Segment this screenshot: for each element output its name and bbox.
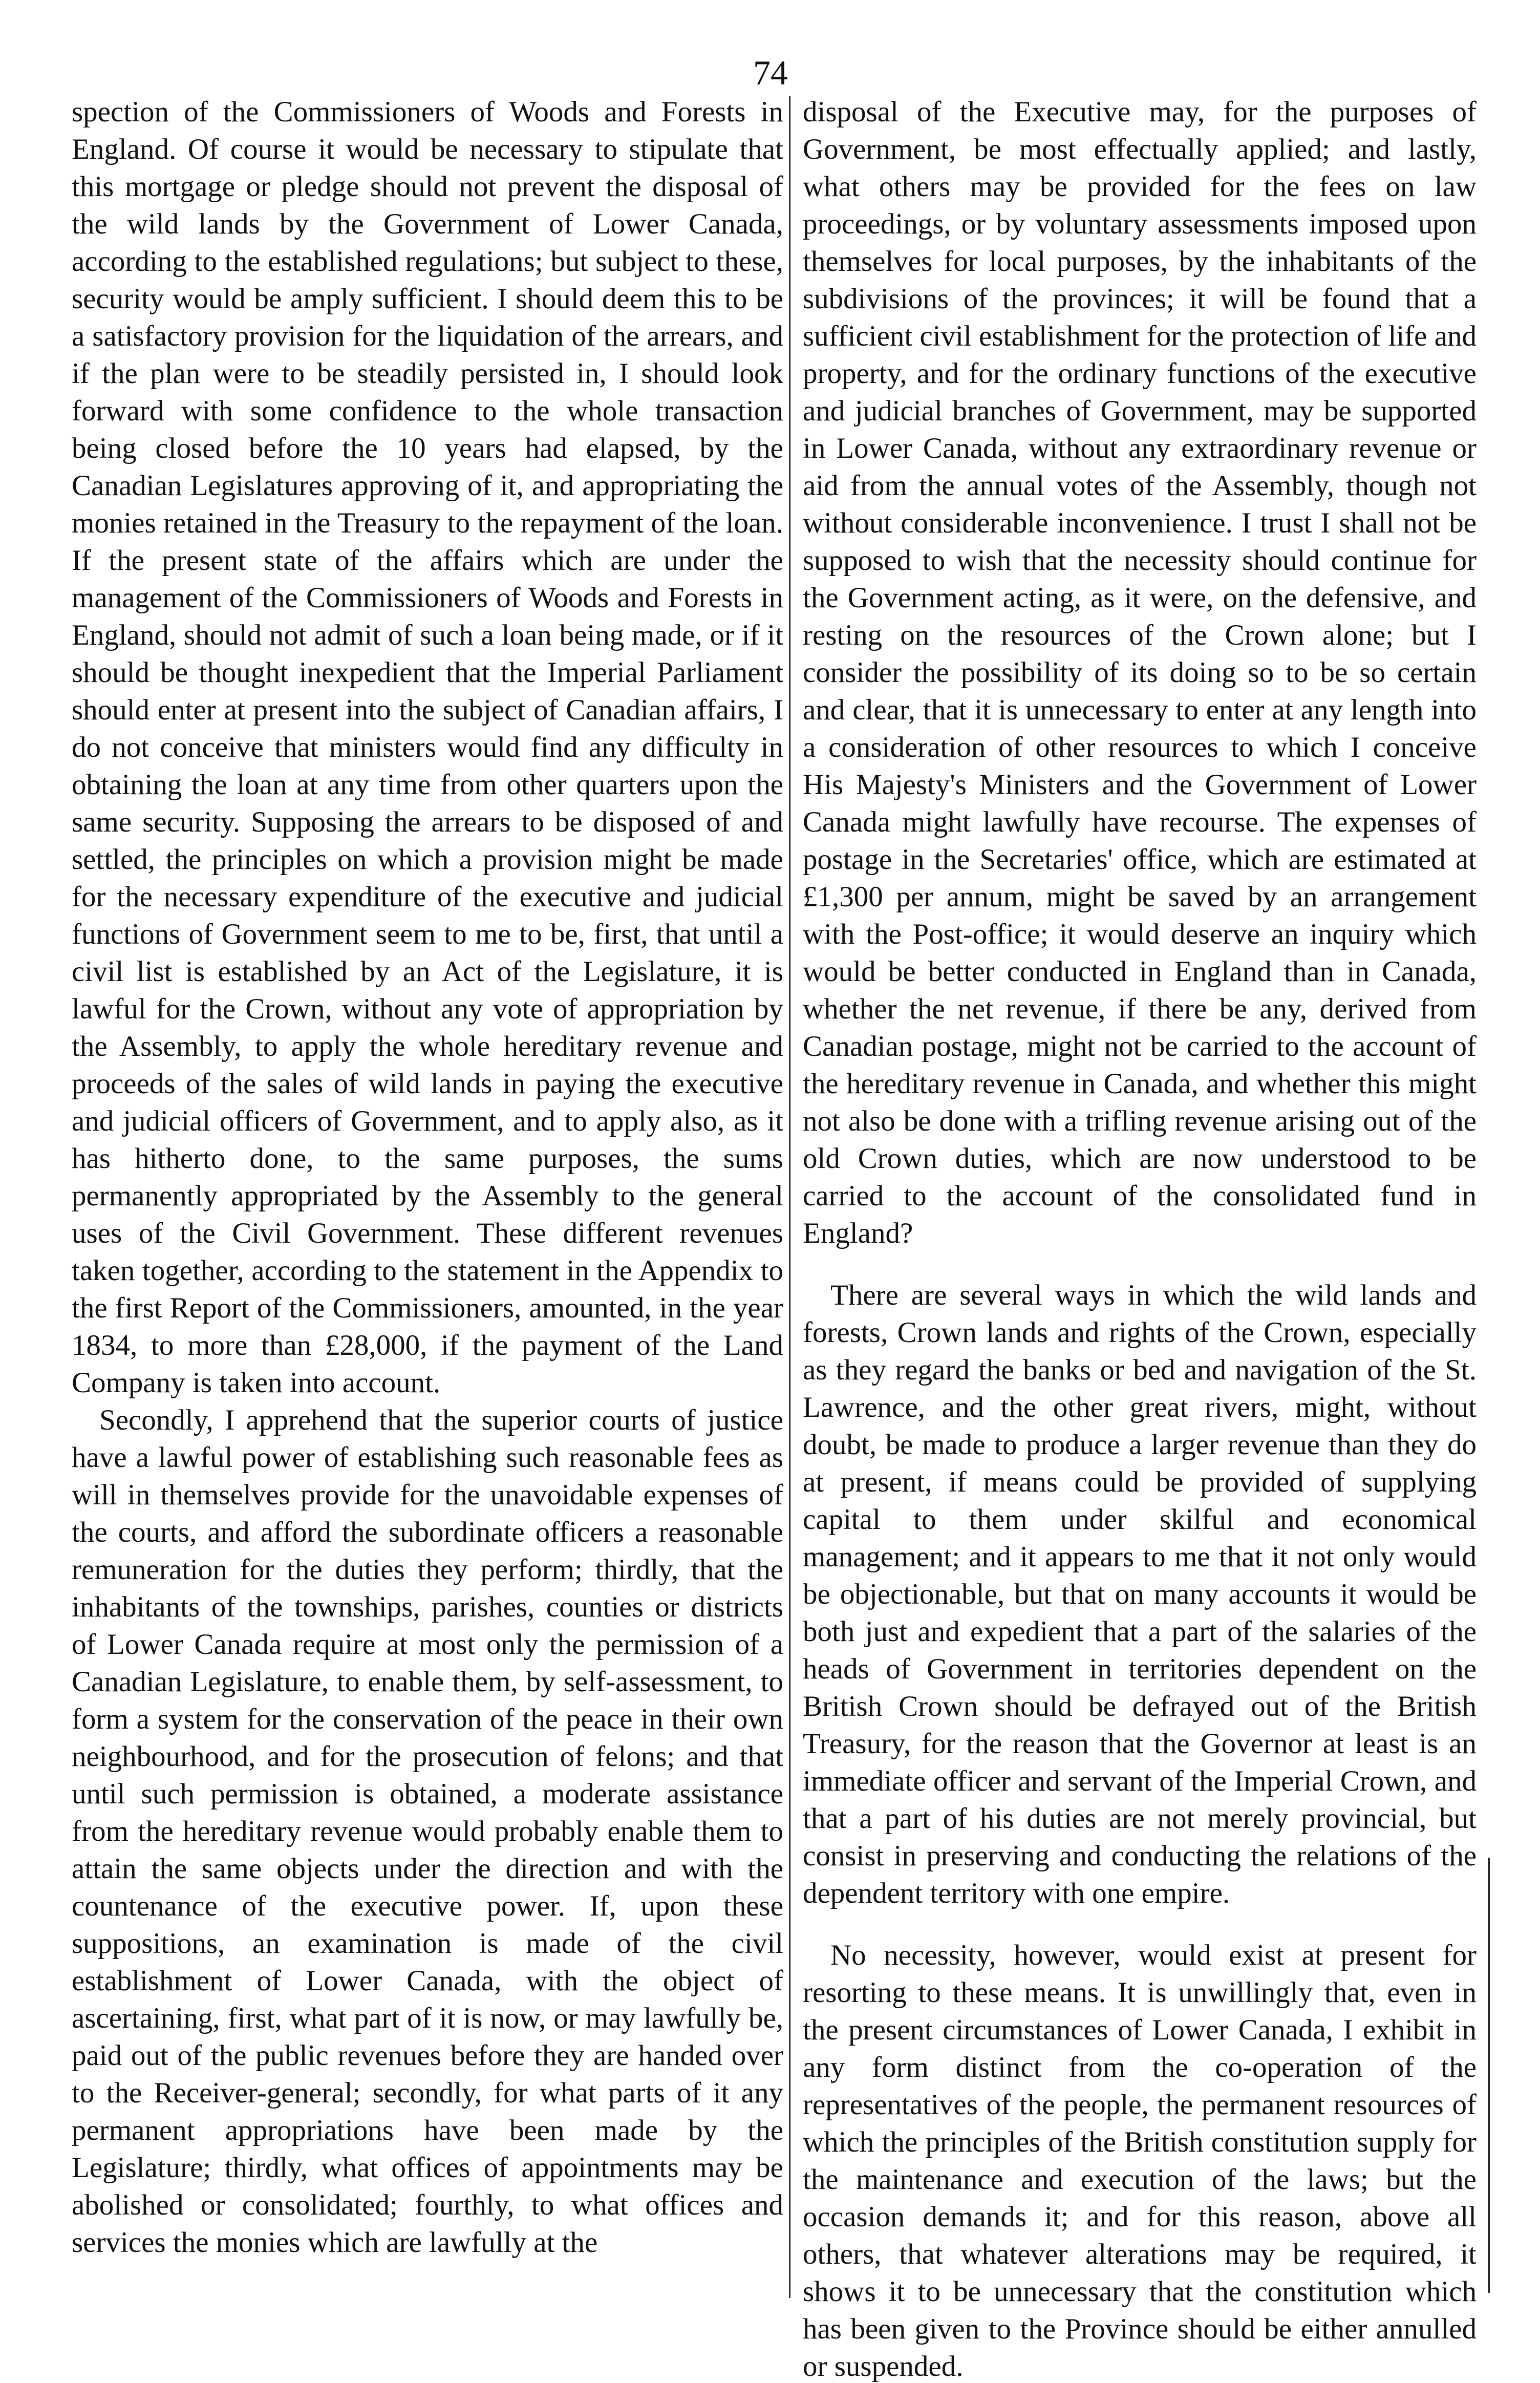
left-column bbox=[72, 93, 783, 2336]
right-paragraph-1: disposal of the Executive may, for the purposes of Government, be most effectually applied; and lastly, what others may be provided for the fees on law proceedings, or by voluntary assessments imposed upon themselves for local purposes, by the inhabitants of the subdivisions of the provinces; it will be found that a sufficient civil establishment for the protection of life and property, and for the ordinary functions of the executive and judicial branches of Government, may be supported in Lower Canada, without any extraordinary revenue or aid from the annual votes of the Assembly, though not without considerable inconvenience. I trust I shall not be supposed to wish that the necessity should continue for the Government acting, as it were, on the defensive, and resting on the resources of the Crown alone; but I consider the possibility of its doing so to be so certain and clear, that it is unnecessary to enter at any length into a consideration of other resources to which I conceive His Majesty's Ministers and the Government of Lower Canada might lawfully have recourse. The expenses of postage in the Secretaries' office, which are estimated at £1,300 per annum, might be saved by an arrangement with the Post-office; it would deserve an inquiry which would be better conducted in England than in Canada, whether the net revenue, if there be any, derived from Canadian postage, might not be carried to the account of the hereditary revenue in Canada, and whether this might not also be done with a trifling revenue arising out of the old Crown duties, which are now understood to be carried to the account of the consolidated fund in England? bbox=[803, 96, 1477, 1249]
right-column bbox=[803, 93, 1477, 2382]
left-paragraph-1: spection of the Commissioners of Woods and Forests in England. Of course it would be necessary to stipulate that this mortgage or pledge should not prevent the disposal of the wild lands by the Government of Lower Canada, according to the established regulations; but subject to these, security would be amply sufficient. I should deem this to be a satisfactory provision for the liquidation of the arrears, and if the plan were to be steadily persisted in, I should look forward with some confidence to the whole transaction being closed before the 10 years had elapsed, by the Canadian Legislatures approving of it, and appropriating the monies retained in the Treasury to the repayment of the loan. If the present state of the affairs which are under the management of the Commissioners of Woods and Forests in England, should not admit of such a loan being made, or if it should be thought inexpedient that the Imperial Parliament should enter at present into the subject of Canadian affairs, I do not conceive that ministers would find any difficulty in obtaining the loan at any time from other quarters upon the same security. Supposing the arrears to be disposed of and settled, the principles on which a provision might be made for the necessary expenditure of the executive and judicial functions of Government seem to me to be, first, that until a civil list is established by an Act of the Legislature, it is lawful for the Crown, without any vote of appropriation by the Assembly, to apply the whole hereditary revenue and proceeds of the sales of wild lands in paying the executive and judicial officers of Government, and to apply also, as it has hitherto done, to the same purposes, the sums permanently appropriated by the Assembly to the general uses of the Civil Government. These different revenues taken together, according to the statement in the Appendix to the first Report of the Commissioners, amounted, in the year 1834, to more than £28,000, if the payment of the Land Company is taken into account. bbox=[72, 96, 783, 1399]
left-paragraph-2: Secondly, I apprehend that the superior courts of justice have a lawful power of establishing such reasonable fees as will in themselves provide for the unavoidable expenses of the courts, and afford the subordinate officers a reasonable remuneration for the duties they perform; thirdly, that the inhabitants of the townships, parishes, counties or districts of Lower Canada require at most only the permission of a Canadian Legislature, to enable them, by self-assessment, to form a system for the conservation of the peace in their own neighbourhood, and for the prosecution of felons; and that until such permission is obtained, a moderate assistance from the hereditary revenue would probably enable them to attain the same objects under the direction and with the countenance of the executive power. If, upon these suppositions, an examination is made of the civil establishment of Lower Canada, with the object of ascertaining, first, what part of it is now, or may lawfully be, paid out of the public revenues before they are handed over to the Receiver-general; secondly, for what parts of it any permanent appropriations have been made by the Legislature; thirdly, what offices of appointments may be abolished or consolidated; fourthly, to what offices and services the monies which are lawfully at the bbox=[72, 1404, 783, 2259]
page-number: 74 bbox=[753, 53, 788, 92]
right-paragraph-3: No necessity, however, would exist at present for resorting to these means. It is unwillingly that, even in the present circumstances of Lower Canada, I exhibit in any form distinct from the co-operation of the representatives of the people, the permanent resources of which the principles of the British constitution supply for the maintenance and execution of the laws; but the occasion demands it; and for this reason, above all others, that whatever alterations may be required, it shows it to be unnecessary that the constitution which has been given to the Province should be either annulled or suspended. bbox=[803, 1939, 1477, 2382]
margin-mark bbox=[1488, 1858, 1490, 2293]
column-divider bbox=[789, 96, 790, 2298]
right-paragraph-2: There are several ways in which the wild lands and forests, Crown lands and rights of the Crown, especially as they regard the banks or bed and navigation of the St. Lawrence, and the other great rivers, might, without doubt, be made to produce a larger revenue than they do at present, if means could be provided of supplying capital to them under skilful and economical management; and it appears to me that it not only would be objectionable, but that on many accounts it would be both just and expedient that a part of the salaries of the heads of Government in territories dependent on the British Crown should be defrayed out of the British Treasury, for the reason that the Governor at least is an immediate officer and servant of the Imperial Crown, and that a part of his duties are not merely provincial, but consist in preserving and conducting the relations of the dependent territory with one empire. bbox=[803, 1279, 1477, 1909]
